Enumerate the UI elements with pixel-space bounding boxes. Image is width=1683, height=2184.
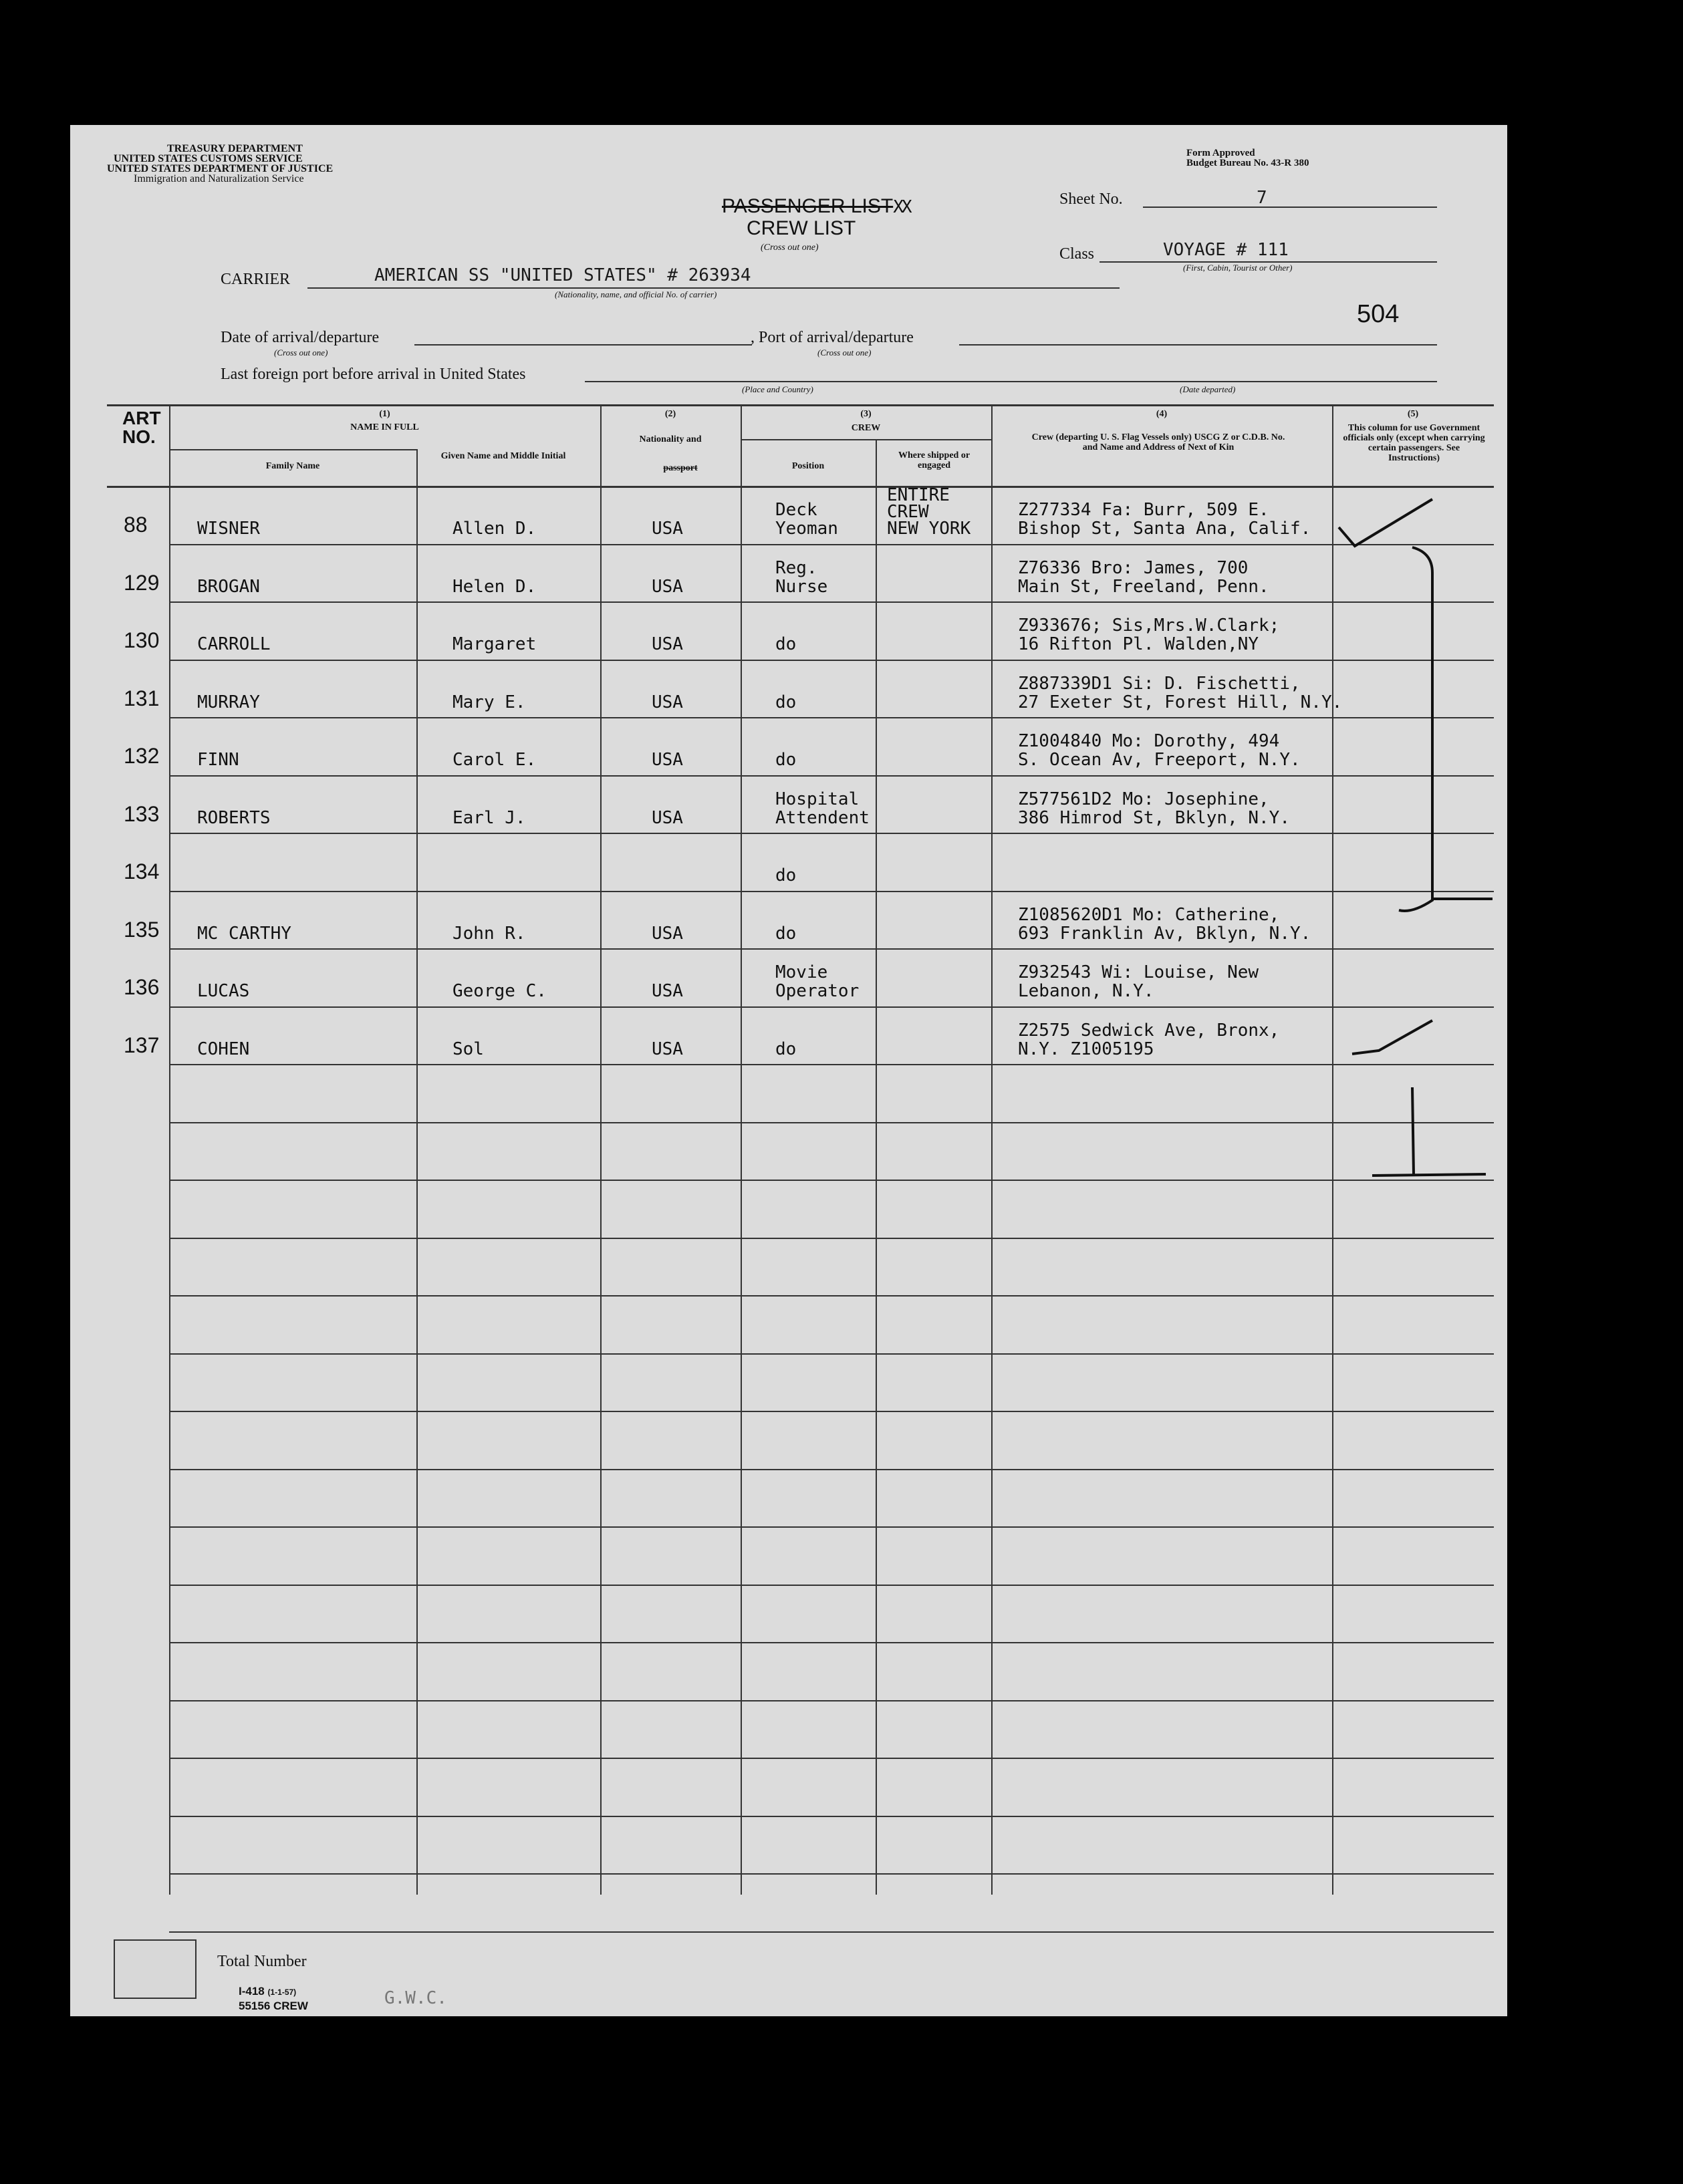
carrier-value: AMERICAN SS "UNITED STATES" # 263934 (374, 265, 751, 285)
position-line-2: do (775, 634, 797, 654)
row-number: 131 (124, 686, 160, 710)
last-port-date-line (1019, 381, 1437, 382)
last-port-place-hint: (Place and Country) (742, 384, 813, 394)
next-of-kin-2: N.Y. Z1005195 (1018, 1039, 1154, 1059)
next-of-kin-1: Z887339D1 Si: D. Fischetti, (1018, 673, 1301, 694)
col-divider-3 (741, 404, 742, 1895)
date-arrival-label: Date of arrival/departure (221, 329, 380, 346)
next-of-kin-1: Z2575 Sedwick Ave, Bronx, (1018, 1020, 1280, 1041)
row-number: 88 (124, 513, 148, 537)
table-top-border (107, 404, 1494, 406)
col3-title: CREW (851, 423, 881, 433)
page-number: 504 (1357, 300, 1400, 328)
form-code: 55156 CREW (239, 2000, 308, 2012)
total-number-box (114, 1939, 197, 1999)
col1-family: Family Name (265, 461, 320, 471)
next-of-kin-1: Z1085620D1 Mo: Catherine, (1018, 904, 1280, 925)
family-name: FINN (197, 750, 239, 770)
row-rule (169, 948, 1494, 950)
next-of-kin-2: 27 Exeter St, Forest Hill, N.Y. (1018, 692, 1343, 712)
next-of-kin-1: Z76336 Bro: James, 700 (1018, 557, 1249, 578)
position-line-2: Yeoman (775, 519, 838, 539)
row-rule (169, 1180, 1494, 1181)
next-of-kin-2: Lebanon, N.Y. (1018, 981, 1154, 1001)
check-mark-2 (1352, 1020, 1432, 1054)
form-approved (1186, 148, 1309, 168)
row-rule (169, 1931, 1494, 1933)
col3-where: Where shipped or engaged (898, 450, 970, 470)
given-name: Carol E. (452, 750, 537, 770)
given-name: Allen D. (452, 519, 537, 539)
next-of-kin-1: Z577561D2 Mo: Josephine, (1018, 789, 1269, 809)
bracket-mark-1 (1399, 547, 1493, 911)
row-number: 133 (124, 801, 160, 826)
position-line-2: Operator (775, 981, 860, 1001)
position-line-1: Movie (775, 962, 828, 982)
row-rule (169, 891, 1494, 892)
position-line-2: do (775, 750, 797, 770)
row-rule (169, 1526, 1494, 1528)
nationality: USA (652, 634, 683, 654)
carrier-line (307, 287, 1120, 289)
nationality: USA (652, 576, 683, 597)
next-of-kin-1: Z1004840 Mo: Dorothy, 494 (1018, 731, 1280, 751)
form-number-code: I-418 (239, 1985, 265, 1998)
date-arrival-hint: (Cross out one) (274, 348, 328, 358)
family-name: MC CARTHY (197, 923, 291, 944)
row-rule (169, 1411, 1494, 1412)
form-approved-line-1: Form Approved (1186, 148, 1255, 158)
col-divider-1b (416, 449, 418, 1895)
row-rule (169, 601, 1494, 603)
col4-title: Crew (departing U. S. Flag Vessels only) USCG Z or C.D.B. No. and Name and Address of Next of Kin (1031, 432, 1285, 452)
class-hint: (First, Cabin, Tourist or Other) (1183, 263, 1293, 273)
nationality: USA (652, 519, 683, 539)
agency-line-4: Immigration and Naturalization Service (134, 173, 304, 184)
header-bottom-border (107, 486, 1494, 488)
row-number: 130 (124, 628, 160, 652)
where-shipped-1: ENTIRE (887, 485, 950, 505)
row-rule (169, 1006, 1494, 1008)
passenger-list-text: PASSENGER LIST (722, 195, 894, 217)
header-underline-name (169, 449, 416, 450)
date-arrival-line (414, 344, 752, 346)
form-number (239, 1985, 296, 1998)
agency-line-3: UNITED STATES DEPARTMENT OF JUSTICE (107, 163, 334, 174)
port-arrival-hint: (Cross out one) (817, 348, 872, 358)
next-of-kin-1: Z277334 Fa: Burr, 509 E. (1018, 500, 1269, 520)
position-line-1: Reg. (775, 557, 817, 578)
given-name: John R. (452, 923, 526, 944)
row-rule (169, 1122, 1494, 1123)
col5-title: This column for use Government officials only (except when carrying certain passengers. See Instructions) (1343, 423, 1485, 463)
family-name: ROBERTS (197, 807, 271, 828)
next-of-kin-2: S. Ocean Av, Freeport, N.Y. (1018, 750, 1301, 770)
position-line-2: do (775, 865, 797, 885)
nationality: USA (652, 750, 683, 770)
last-port-label: Last foreign port before arrival in United States (221, 366, 526, 383)
form-number-date: (1-1-57) (267, 1988, 297, 1997)
last-port-line (585, 381, 1026, 382)
last-port-date-hint: (Date departed) (1180, 384, 1236, 394)
row-rule (169, 1295, 1494, 1296)
row-rule (169, 717, 1494, 718)
crew-list-title: CREW LIST (747, 217, 856, 239)
next-of-kin-2: 386 Himrod St, Bklyn, N.Y. (1018, 807, 1290, 828)
row-number: 135 (124, 917, 160, 942)
given-name: Mary E. (452, 692, 526, 712)
row-rule (169, 544, 1494, 545)
row-rule (169, 1353, 1494, 1355)
next-of-kin-1: Z933676; Sis,Mrs.W.Clark; (1018, 616, 1280, 636)
class-label: Class (1059, 245, 1095, 263)
col5-num: (5) (1407, 409, 1419, 419)
row-number: 136 (124, 975, 160, 999)
carrier-label: CARRIER (221, 271, 291, 288)
family-name: MURRAY (197, 692, 260, 712)
col-divider-3b (876, 439, 877, 1895)
row-rule (169, 1064, 1494, 1065)
family-name: LUCAS (197, 981, 250, 1001)
agency-line-2: UNITED STATES CUSTOMS SERVICE (114, 153, 303, 164)
row-rule (169, 1758, 1494, 1759)
carrier-hint: (Nationality, name, and official No. of carrier) (555, 289, 717, 299)
nationality: USA (652, 981, 683, 1001)
nationality: USA (652, 692, 683, 712)
header-underline-crew (741, 439, 991, 440)
clerk-initials: G.W.C. (384, 1988, 447, 2008)
row-number: 132 (124, 744, 160, 768)
row-rule (169, 1585, 1494, 1586)
nationality: USA (652, 923, 683, 944)
crew-list-form (70, 125, 1507, 2016)
next-of-kin-2: Bishop St, Santa Ana, Calif. (1018, 519, 1311, 539)
port-arrival-label: , Port of arrival/departure (751, 329, 914, 346)
family-name: WISNER (197, 519, 260, 539)
col1-given: Given Name and Middle Initial (440, 451, 566, 461)
next-of-kin-2: 693 Franklin Av, Bklyn, N.Y. (1018, 923, 1311, 944)
col-divider-2 (600, 404, 602, 1895)
col3-position: Position (791, 461, 825, 471)
given-name: George C. (452, 981, 547, 1001)
title-cross-out-hint: (Cross out one) (761, 243, 819, 253)
position-line-2: Nurse (775, 576, 828, 597)
port-arrival-line (959, 344, 1437, 346)
row-rule (169, 1816, 1494, 1817)
where-shipped-3: NEW YORK (887, 519, 971, 539)
col2-title: Nationality and (639, 434, 702, 444)
sheet-no-value: 7 (1257, 188, 1267, 208)
passenger-list-xx: XX (893, 197, 910, 217)
where-shipped-2: CREW (887, 502, 929, 522)
row-number: 134 (124, 859, 160, 883)
row-number: 137 (124, 1033, 160, 1057)
next-of-kin-2: 16 Rifton Pl. Walden,NY (1018, 634, 1259, 654)
position-line-2: do (775, 1039, 797, 1059)
row-number: 129 (124, 570, 160, 595)
col1-title: NAME IN FULL (350, 422, 419, 432)
given-name: Earl J. (452, 807, 526, 828)
passenger-list-title (722, 195, 910, 218)
col2-passport-struck: passport (663, 463, 698, 473)
class-value: VOYAGE # 111 (1163, 240, 1289, 260)
check-mark-1 (1339, 499, 1432, 546)
family-name: COHEN (197, 1039, 250, 1059)
family-name: CARROLL (197, 634, 271, 654)
next-of-kin-2: Main St, Freeland, Penn. (1018, 576, 1269, 597)
nationality: USA (652, 1039, 683, 1059)
official-check-marks (1332, 486, 1507, 1221)
nationality: USA (652, 807, 683, 828)
agency-line-1: TREASURY DEPARTMENT (167, 143, 303, 154)
row-rule (169, 660, 1494, 661)
position-line-2: do (775, 923, 797, 944)
col-divider-4 (991, 404, 993, 1895)
row-rule (169, 1700, 1494, 1701)
col3-num: (3) (860, 409, 872, 419)
sheet-no-line (1143, 207, 1437, 208)
given-name: Helen D. (452, 576, 537, 597)
position-line-2: do (775, 692, 797, 712)
row-rule (169, 775, 1494, 777)
sheet-no-label: Sheet No. (1059, 190, 1123, 208)
col2-num: (2) (664, 409, 676, 419)
agency-header (107, 144, 333, 184)
row-rule (169, 1469, 1494, 1470)
form-approved-line-2: Budget Bureau No. 43-R 380 (1186, 158, 1309, 168)
col1-num: (1) (379, 409, 390, 419)
row-rule (169, 833, 1494, 834)
position-line-2: Attendent (775, 807, 870, 828)
position-line-1: Deck (775, 500, 817, 520)
col4-num: (4) (1156, 409, 1168, 419)
given-name: Margaret (452, 634, 537, 654)
row-rule (169, 1238, 1494, 1239)
row-rule (169, 1642, 1494, 1643)
total-number-label: Total Number (217, 1953, 307, 1970)
art-no-header: ART NO. (122, 408, 161, 447)
row-rule (169, 1873, 1494, 1875)
position-line-1: Hospital (775, 789, 860, 809)
next-of-kin-1: Z932543 Wi: Louise, New (1018, 962, 1259, 982)
bracket-mark-2 (1372, 1087, 1486, 1176)
family-name: BROGAN (197, 576, 260, 597)
given-name: Sol (452, 1039, 484, 1059)
